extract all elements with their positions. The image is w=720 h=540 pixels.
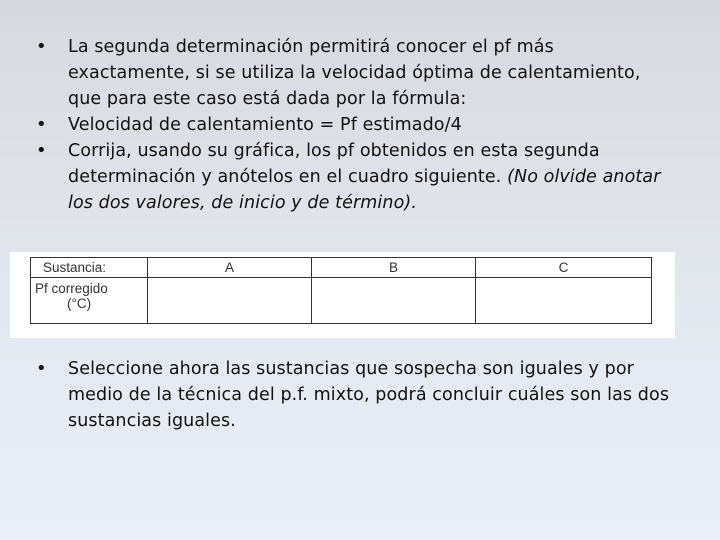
table-panel xyxy=(10,252,675,338)
column-header-b: B xyxy=(311,258,475,278)
bullet-text: Velocidad de calentamiento = Pf estimado/4 xyxy=(68,115,462,135)
bullet-item xyxy=(36,138,666,216)
bullet-item xyxy=(36,34,666,112)
header-label: Sustancia: xyxy=(31,258,148,278)
column-header-c: C xyxy=(475,258,651,278)
substance-table xyxy=(30,257,652,324)
cell-b[interactable] xyxy=(311,278,475,324)
bullet-item xyxy=(36,112,666,138)
row-label-line1: Pf corregido xyxy=(35,281,108,296)
cell-c[interactable] xyxy=(475,278,651,324)
table-row xyxy=(31,278,652,324)
row-label-line2: (°C) xyxy=(67,296,92,311)
bullet-item xyxy=(36,356,676,434)
bullet-list xyxy=(36,34,666,216)
column-header-a: A xyxy=(148,258,312,278)
bullet-list-2 xyxy=(36,356,676,434)
bullet-italic-note: (No olvide anotar los dos valores, de inicio y de término). xyxy=(68,167,661,213)
bullet-text: La segunda determinación permitirá conocer el pf más exactamente, si se utiliza la velocidad óptima de calentamiento, que para este caso está dada por la fórmula: xyxy=(68,37,641,109)
row-label xyxy=(31,278,148,324)
bullet-text: Seleccione ahora las sustancias que sospecha son iguales y por medio de la técnica del p.f. mixto, podrá concluir cuáles son las dos sustancias iguales. xyxy=(68,359,670,431)
bullet-text: Corrija, usando su gráfica, los pf obtenidos en esta segunda determinación y anótelos en el cuadro siguiente. xyxy=(68,141,600,187)
table-header-row xyxy=(31,258,652,278)
cell-a[interactable] xyxy=(148,278,312,324)
